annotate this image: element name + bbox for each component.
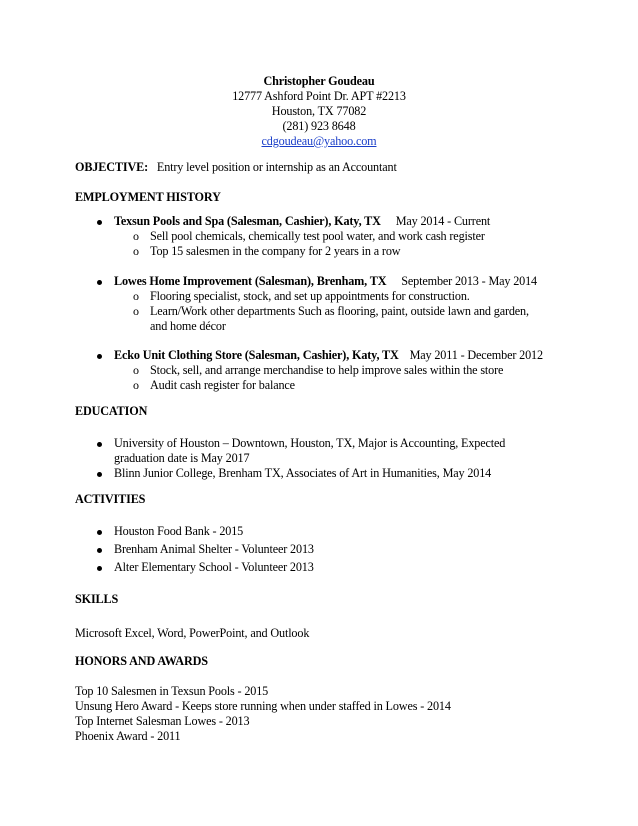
job-2-dates: September 2013 - May 2014 [401,274,538,288]
education-item-1-cont: graduation date is May 2017 [114,451,250,465]
honor-item-1: Top 10 Salesmen in Texsun Pools - 2015 [75,684,269,698]
job-3-dates: May 2011 - December 2012 [409,348,543,362]
email-container [0,134,638,149]
education-item-1: University of Houston – Downtown, Houston, TX, Major is Accounting, Expected [114,436,506,450]
skills-heading: SKILLS [75,592,119,606]
bullet-icon [97,566,102,571]
honor-item-2: Unsung Hero Award - Keeps store running when under staffed in Lowes - 2014 [75,699,451,713]
activity-item-2: Brenham Animal Shelter - Volunteer 2013 [114,542,314,556]
job-2-title: Lowes Home Improvement (Salesman), Brenham, TX [114,274,387,288]
circle-bullet-icon: o [133,289,139,303]
bullet-icon [97,354,102,359]
job-2-header [114,274,537,289]
education-item-2: Blinn Junior College, Brenham TX, Associates of Art in Humanities, May 2014 [114,466,492,480]
employment-heading: EMPLOYMENT HISTORY [75,190,221,204]
objective-line [75,160,397,175]
objective-text: Entry level position or internship as an Accountant [156,160,397,174]
circle-bullet-icon: o [133,304,139,318]
bullet-icon [97,472,102,477]
circle-bullet-icon: o [133,244,139,258]
education-heading: EDUCATION [75,404,148,418]
activities-heading: ACTIVITIES [75,492,146,506]
skills-text: Microsoft Excel, Word, PowerPoint, and Outlook [75,626,310,640]
bullet-icon [97,280,102,285]
job-2-duty-2: Learn/Work other departments Such as flooring, paint, outside lawn and garden, [150,304,529,318]
address-line-1: 12777 Ashford Point Dr. APT #2213 [232,89,406,103]
phone-number: (281) 923 8648 [282,119,356,133]
honor-item-4: Phoenix Award - 2011 [75,729,181,743]
bullet-icon [97,530,102,535]
job-1-duty-2: Top 15 salesmen in the company for 2 years in a row [150,244,401,258]
job-1-duty-1: Sell pool chemicals, chemically test pool water, and work cash register [150,229,485,243]
circle-bullet-icon: o [133,378,139,392]
job-2-duty-1: Flooring specialist, stock, and set up appointments for construction. [150,289,470,303]
bullet-icon [97,220,102,225]
circle-bullet-icon: o [133,229,139,243]
circle-bullet-icon: o [133,363,139,377]
activity-item-3: Alter Elementary School - Volunteer 2013 [114,560,314,574]
job-3-duty-2: Audit cash register for balance [150,378,295,392]
honors-heading: HONORS AND AWARDS [75,654,208,668]
honor-item-3: Top Internet Salesman Lowes - 2013 [75,714,250,728]
bullet-icon [97,548,102,553]
objective-label: OBJECTIVE: [75,160,148,174]
applicant-name: Christopher Goudeau [263,74,375,88]
job-2-duty-2-cont: and home décor [150,319,226,333]
job-3-title: Ecko Unit Clothing Store (Salesman, Cashier), Katy, TX [114,348,399,362]
job-1-header [114,214,490,229]
address-line-2: Houston, TX 77082 [271,104,367,118]
activity-item-1: Houston Food Bank - 2015 [114,524,244,538]
job-3-header [114,348,543,363]
bullet-icon [97,442,102,447]
email-link[interactable]: cdgoudeau@yahoo.com [261,134,377,148]
job-1-title: Texsun Pools and Spa (Salesman, Cashier), Katy, TX [114,214,381,228]
job-1-dates: May 2014 - Current [395,214,491,228]
job-3-duty-1: Stock, sell, and arrange merchandise to help improve sales within the store [150,363,504,377]
